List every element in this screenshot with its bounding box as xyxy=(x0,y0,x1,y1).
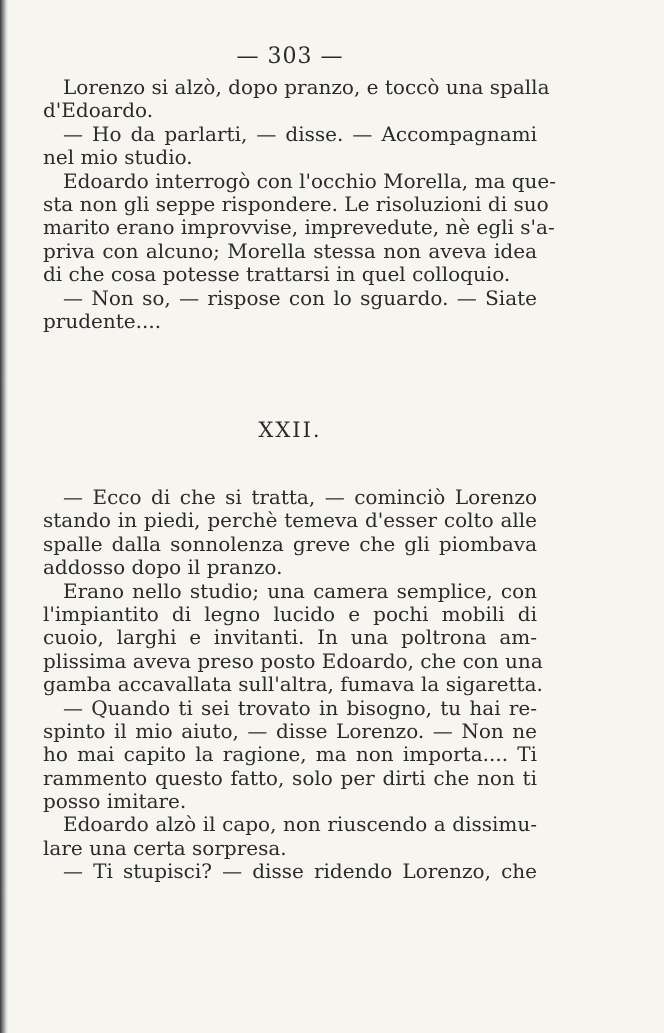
text-line: ho mai capito la ragione, ma non importa.... Ti xyxy=(43,742,537,767)
text-line: di che cosa potesse trattarsi in quel colloquio. xyxy=(43,262,511,287)
text-line: gamba accavallata sull'altra, fumava la sigaretta. xyxy=(43,672,543,697)
page-number: — 303 — xyxy=(236,44,344,69)
text-line: rammento questo fatto, solo per dirti che non ti xyxy=(43,765,537,790)
text-line: lare una certa sorpresa. xyxy=(43,835,287,860)
text-line: stando in piedi, perchè temeva d'esser colto alle xyxy=(43,508,537,533)
page-binding-edge xyxy=(0,0,8,1033)
text-line: — Quando ti sei trovato in bisogno, tu hai re- xyxy=(63,695,537,720)
text-line: — Ti stupisci? — disse ridendo Lorenzo, che xyxy=(63,859,537,884)
text-line: nel mio studio. xyxy=(43,145,193,170)
text-line: Erano nello studio; una camera semplice, con xyxy=(63,578,537,603)
text-line: spalle dalla sonnolenza greve che gli piombava xyxy=(43,531,537,556)
text-line: Edoardo alzò il capo, non riuscendo a dissimu- xyxy=(63,812,537,837)
text-line: — Ho da parlarti, — disse. — Accompagnami xyxy=(63,121,537,146)
text-block-bottom xyxy=(43,485,543,884)
text-line: l'impiantito di legno lucido e pochi mobili di xyxy=(43,601,537,626)
text-line: plissima aveva preso posto Edoardo, che con una xyxy=(43,648,543,673)
text-line: — Non so, — rispose con lo sguardo. — Siate xyxy=(63,285,537,310)
text-line: marito erano improvvise, imprevedute, nè egli s'a- xyxy=(43,215,555,240)
text-line: Edoardo interrogò con l'occhio Morella, ma que- xyxy=(63,168,557,193)
text-line: — Ecco di che si tratta, — cominciò Lorenzo xyxy=(63,485,537,509)
text-line: addosso dopo il pranzo. xyxy=(43,555,283,580)
text-block-top xyxy=(43,75,557,333)
text-line: d'Edoardo. xyxy=(43,98,154,123)
text-line: priva con alcuno; Morella stessa non aveva idea xyxy=(43,238,537,263)
text-line: posso imitare. xyxy=(43,789,187,814)
text-line: sta non gli seppe rispondere. Le risoluzioni di suo xyxy=(43,191,549,216)
text-line: cuoio, larghi e invitanti. In una poltrona am- xyxy=(43,625,537,650)
chapter-heading: XXII. xyxy=(258,418,322,442)
text-line: prudente.... xyxy=(43,308,162,333)
text-line: Lorenzo si alzò, dopo pranzo, e toccò una spalla xyxy=(63,75,550,99)
text-line: spinto il mio aiuto, — disse Lorenzo. — Non ne xyxy=(43,718,537,743)
